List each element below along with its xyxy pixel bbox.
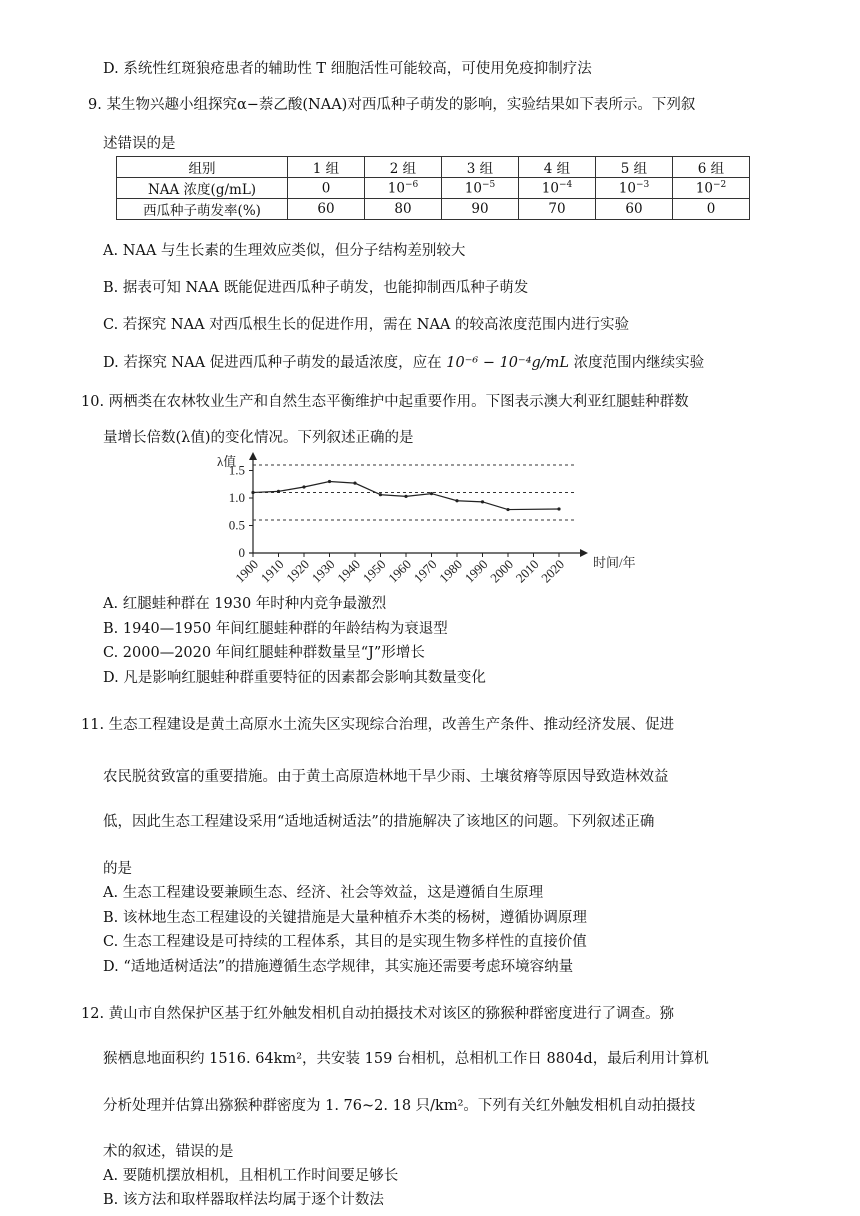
- q12-stem-line2: 猴栖息地面积约 1516. 64km²，共安装 159 台相机，总相机工作日 8804d，最后利用计算机: [103, 1051, 709, 1067]
- q11-stem-line2: 农民脱贫致富的重要措施。由于黄土高原造林地干旱少雨、土壤贫瘠等原因导致造林效益: [103, 769, 669, 785]
- table-row: [117, 199, 750, 220]
- table-row-header: NAA 浓度(g/mL): [117, 178, 288, 199]
- x-tick-label: 1960: [385, 556, 415, 586]
- x-axis-label: 时间/年: [593, 555, 636, 570]
- y-tick-label: 0: [238, 545, 245, 560]
- q9-option-d-prefix: D. 若探究 NAA 促进西瓜种子萌发的最适浓度，应在: [103, 355, 447, 371]
- lambda-data-point: [277, 490, 280, 493]
- q9-option-c: C. 若探究 NAA 对西瓜根生长的促进作用，需在 NAA 的较高浓度范围内进行实验: [103, 317, 629, 333]
- y-axis-label: λ值: [217, 454, 237, 469]
- q9-option-d: [103, 353, 704, 373]
- y-axis-arrow: [249, 452, 257, 460]
- lambda-data-point: [404, 495, 407, 498]
- naa-results-table: [116, 156, 750, 220]
- table-cell: 0: [288, 178, 365, 199]
- table-cell: 90: [442, 199, 519, 220]
- lambda-data-point: [506, 508, 509, 511]
- q9-option-a: A. NAA 与生长素的生理效应类似，但分子结构差别较大: [103, 243, 466, 259]
- lambda-data-point: [251, 491, 254, 494]
- q9-option-b: B. 据表可知 NAA 既能促进西瓜种子萌发，也能抑制西瓜种子萌发: [103, 280, 529, 296]
- q11-stem-line1: 11. 生态工程建设是黄土高原水土流失区实现综合治理，改善生产条件、推动经济发展、促进: [81, 717, 675, 733]
- table-row-header: 西瓜种子萌发率(%): [117, 199, 288, 220]
- lambda-data-point: [328, 480, 331, 483]
- table-row: [117, 157, 750, 178]
- x-tick-label: 1970: [410, 556, 440, 586]
- x-tick-label: 1900: [232, 556, 262, 586]
- table-cell: 3 组: [442, 157, 519, 178]
- table-cell: 80: [365, 199, 442, 220]
- q10-option-d: D. 凡是影响红腿蛙种群重要特征的因素都会影响其数量变化: [103, 670, 486, 686]
- x-tick-label: 1980: [436, 556, 466, 586]
- lambda-data-point: [557, 507, 560, 510]
- table-cell: 70: [519, 199, 596, 220]
- q11-option-c: C. 生态工程建设是可持续的工程体系，其目的是实现生物多样性的直接价值: [103, 934, 587, 950]
- lambda-data-point: [353, 482, 356, 485]
- q11-option-d: D. “适地适树适法”的措施遵循生态学规律，其实施还需要考虑环境容纳量: [103, 959, 574, 975]
- q11-option-a: A. 生态工程建设要兼顾生态、经济、社会等效益，这是遵循自生原理: [103, 885, 544, 901]
- q9-stem-line1: 9. 某生物兴趣小组探究α−萘乙酸(NAA)对西瓜种子萌发的影响，实验结果如下表所示。下列叙: [88, 97, 696, 113]
- q12-stem-line3: 分析处理并估算出猕猴种群密度为 1. 76~2. 18 只/km²。下列有关红外触发相机自动拍摄技: [103, 1098, 696, 1114]
- x-tick-label: 1920: [283, 556, 313, 586]
- table-row: [117, 178, 750, 199]
- q10-option-c: C. 2000—2020 年间红腿蛙种群数量呈“J”形增长: [103, 645, 425, 661]
- q9-stem-line2: 述错误的是: [103, 136, 176, 152]
- table-cell: $10^{-2}$: [673, 178, 750, 199]
- lambda-data-point: [481, 500, 484, 503]
- q8-option-d: D. 系统性红斑狼疮患者的辅助性 T 细胞活性可能较高，可使用免疫抑制疗法: [103, 61, 592, 77]
- y-tick-label: 1.0: [228, 490, 245, 505]
- q12-stem-line1: 12. 黄山市自然保护区基于红外触发相机自动拍摄技术对该区的猕猴种群密度进行了调查。猕: [81, 1006, 675, 1022]
- q12-option-a: A. 要随机摆放相机，且相机工作时间要足够长: [103, 1168, 399, 1184]
- table-cell: 1 组: [288, 157, 365, 178]
- q12-option-b: B. 该方法和取样器取样法均属于逐个计数法: [103, 1192, 384, 1208]
- q12-stem-line4: 术的叙述，错误的是: [103, 1144, 234, 1160]
- lambda-line-chart: [205, 446, 655, 596]
- q10-option-a: A. 红腿蛙种群在 1930 年时种内竞争最激烈: [103, 596, 387, 612]
- table-cell: $10^{-6}$: [365, 178, 442, 199]
- table-cell: $10^{-5}$: [442, 178, 519, 199]
- x-tick-label: 2020: [538, 556, 568, 586]
- table-cell: $10^{-4}$: [519, 178, 596, 199]
- lambda-data-point: [430, 492, 433, 495]
- table-cell: 60: [596, 199, 673, 220]
- table-cell: $10^{-3}$: [596, 178, 673, 199]
- q9-option-d-suffix: 浓度范围内继续实验: [569, 355, 705, 371]
- q11-option-b: B. 该林地生态工程建设的关键措施是大量种植乔木类的杨树，遵循协调原理: [103, 910, 587, 926]
- table-cell: 0: [673, 199, 750, 220]
- x-tick-label: 1990: [461, 556, 491, 586]
- y-tick-label: 1.5: [228, 462, 245, 478]
- x-tick-label: 1950: [359, 556, 389, 586]
- x-tick-label: 2000: [487, 556, 517, 586]
- table-row-header: 组别: [117, 157, 288, 178]
- q10-stem-line2: 量增长倍数(λ值)的变化情况。下列叙述正确的是: [103, 430, 414, 446]
- table-cell: 5 组: [596, 157, 673, 178]
- x-tick-label: 2010: [512, 556, 542, 586]
- q11-stem-line4: 的是: [103, 861, 132, 877]
- table-cell: 4 组: [519, 157, 596, 178]
- q9-option-d-math: 10⁻⁶ − 10⁻⁴g/mL: [446, 355, 570, 371]
- q10-stem-line1: 10. 两栖类在农林牧业生产和自然生态平衡维护中起重要作用。下图表示澳大利亚红腿蛙种群数: [81, 394, 689, 410]
- table-cell: 60: [288, 199, 365, 220]
- lambda-data-point: [302, 485, 305, 488]
- lambda-data-point: [455, 499, 458, 502]
- lambda-data-point: [379, 493, 382, 496]
- table-cell: 2 组: [365, 157, 442, 178]
- x-tick-label: 1930: [308, 556, 338, 586]
- x-tick-label: 1940: [334, 556, 364, 586]
- x-tick-label: 1910: [257, 556, 287, 586]
- q10-option-b: B. 1940—1950 年间红腿蛙种群的年龄结构为衰退型: [103, 621, 448, 637]
- q11-stem-line3: 低，因此生态工程建设采用“适地适树适法”的措施解决了该地区的问题。下列叙述正确: [103, 814, 655, 830]
- table-cell: 6 组: [673, 157, 750, 178]
- x-axis-arrow: [580, 549, 588, 557]
- y-tick-label: 0.5: [228, 517, 245, 533]
